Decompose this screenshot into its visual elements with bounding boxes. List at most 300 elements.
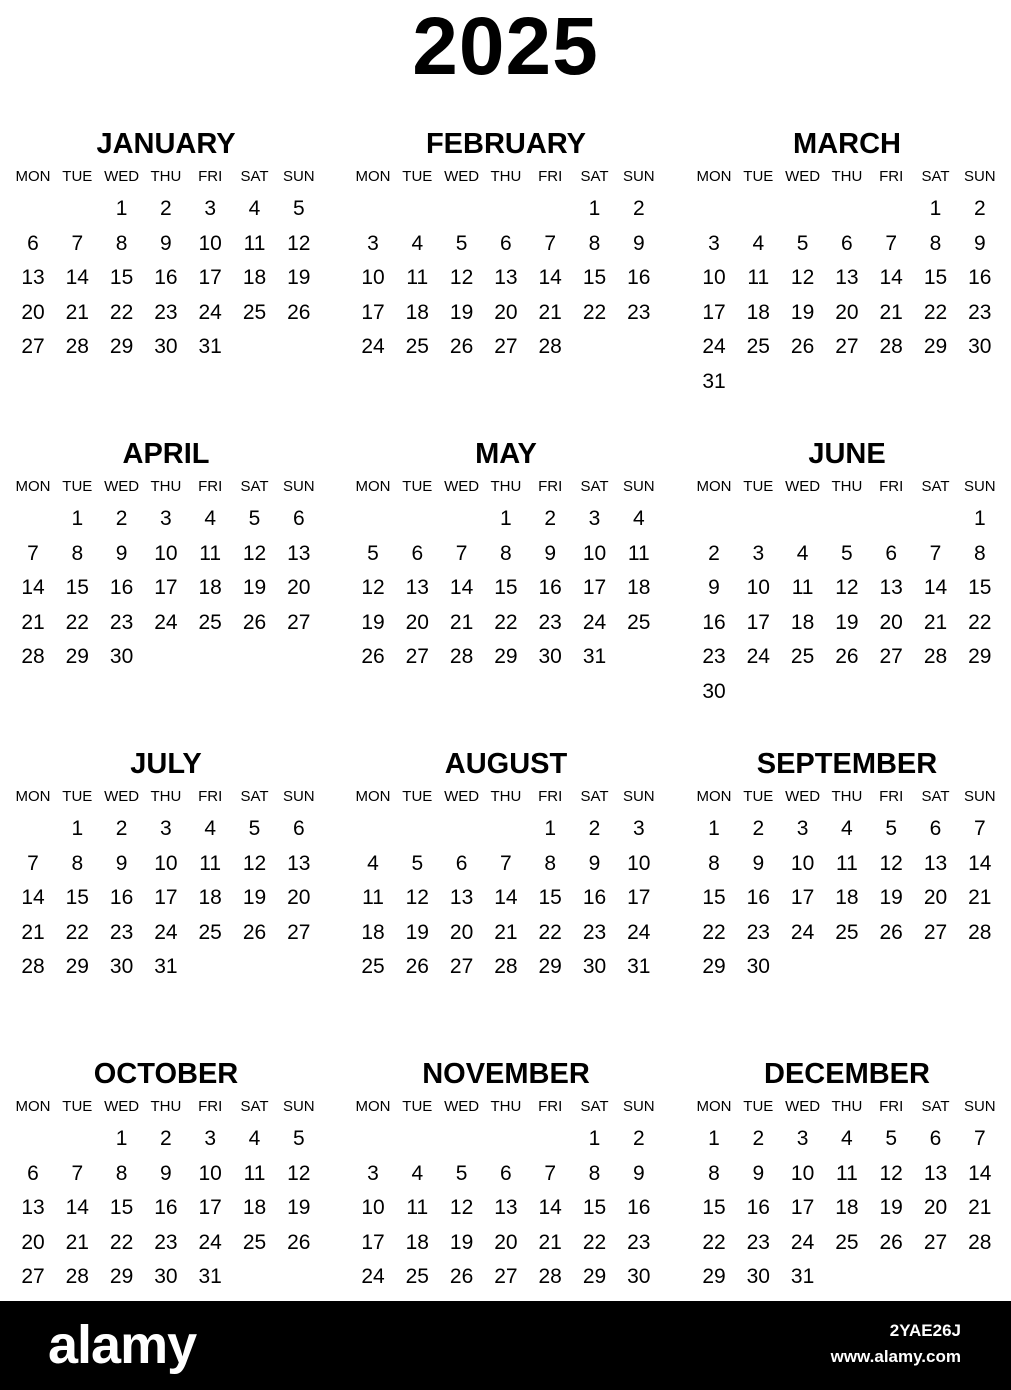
day-cell: 27: [287, 610, 311, 634]
day-cell: 13: [287, 541, 311, 565]
day-cell: 5: [885, 1127, 898, 1150]
month-name: JULY: [130, 748, 202, 780]
day-cell: 20: [21, 300, 45, 324]
day-cell: 9: [115, 541, 128, 565]
day-cell: 7: [929, 541, 942, 565]
day-cell: 17: [154, 576, 178, 599]
day-cell: 28: [21, 645, 45, 668]
day-cell: 10: [154, 851, 178, 875]
day-cell: 14: [538, 266, 562, 289]
day-cell: 24: [198, 300, 222, 324]
day-cell: 14: [923, 576, 948, 599]
day-cell: 14: [21, 576, 45, 599]
weekday-label: MON: [696, 478, 732, 495]
day-cell: 13: [879, 576, 903, 599]
day-cell: 26: [242, 610, 267, 634]
day-cell: 16: [582, 886, 607, 909]
weekday-label: THU: [150, 788, 182, 805]
day-cell: 22: [65, 920, 89, 944]
day-cell: 12: [879, 1161, 903, 1185]
day-cell: 24: [702, 335, 726, 358]
day-cell: 20: [21, 1230, 45, 1254]
day-cell: 28: [538, 335, 562, 358]
day-cell: 28: [65, 335, 89, 358]
day-cell: 14: [494, 886, 518, 909]
day-cell: 4: [248, 197, 261, 220]
weekday-label: SAT: [921, 1098, 950, 1115]
day-cell: 25: [835, 1230, 859, 1254]
day-cell: 6: [292, 817, 305, 840]
day-cell: 21: [538, 300, 562, 324]
day-cell: 19: [405, 920, 429, 944]
day-cell: 17: [361, 1230, 385, 1254]
day-cell: 25: [198, 610, 222, 634]
day-cell: 4: [841, 1127, 853, 1150]
weekday-label: THU: [490, 168, 522, 185]
weekday-label: SAT: [240, 478, 269, 495]
day-cell: 25: [627, 610, 651, 634]
day-cell: 9: [632, 1161, 645, 1185]
weekday-label: THU: [831, 478, 863, 495]
weekday-label: SAT: [921, 478, 950, 495]
day-cell: 15: [968, 576, 992, 599]
day-cell: 16: [154, 1196, 178, 1219]
day-cell: 20: [405, 610, 429, 634]
day-cell: 26: [287, 1230, 311, 1254]
day-cell: 6: [885, 541, 898, 565]
day-cell: 10: [746, 576, 770, 599]
day-cell: 19: [790, 300, 815, 324]
day-cell: 22: [702, 1230, 726, 1254]
day-cell: 14: [879, 266, 903, 289]
day-cell: 21: [65, 1230, 89, 1254]
day-cell: 3: [204, 197, 217, 220]
day-cell: 14: [968, 1161, 992, 1185]
weekday-label: MON: [15, 168, 51, 185]
day-cell: 1: [115, 1127, 128, 1150]
day-cell: 29: [582, 1265, 607, 1288]
day-cell: 7: [973, 817, 986, 840]
day-cell: 19: [879, 1196, 903, 1219]
day-cell: 16: [154, 266, 178, 289]
day-cell: 30: [538, 645, 562, 668]
day-cell: 31: [627, 955, 651, 978]
month-name: MAY: [475, 438, 537, 470]
weekday-label: SUN: [282, 1098, 315, 1115]
day-cell: 15: [702, 886, 726, 909]
day-cell: 7: [973, 1127, 986, 1150]
weekday-label: WED: [444, 1098, 480, 1115]
weekday-label: MON: [355, 1098, 391, 1115]
day-cell: 17: [746, 610, 770, 634]
day-cell: 29: [65, 955, 89, 978]
day-cell: 14: [538, 1196, 562, 1219]
day-cell: 6: [411, 541, 424, 565]
day-cell: 6: [929, 1127, 942, 1150]
day-cell: 15: [65, 576, 89, 599]
day-cell: 2: [544, 507, 557, 530]
day-cell: 22: [109, 300, 134, 324]
day-cell: 10: [361, 1196, 385, 1219]
weekday-label: SUN: [963, 1098, 996, 1115]
day-cell: 18: [361, 920, 385, 944]
day-cell: 10: [627, 851, 651, 875]
day-cell: 7: [71, 231, 84, 255]
weekday-label: SAT: [580, 1098, 609, 1115]
day-cell: 12: [449, 266, 474, 289]
day-cell: 24: [627, 920, 651, 944]
weekday-label: WED: [444, 788, 480, 805]
day-cell: 21: [923, 610, 948, 634]
day-cell: 13: [923, 851, 948, 875]
day-cell: 21: [879, 300, 903, 324]
day-cell: 23: [538, 610, 562, 634]
day-cell: 4: [632, 507, 645, 530]
weekday-label: WED: [104, 788, 140, 805]
day-cell: 11: [627, 541, 650, 565]
day-cell: 25: [835, 920, 859, 944]
day-cell: 1: [588, 197, 601, 220]
day-cell: 26: [287, 300, 311, 324]
day-cell: 18: [198, 576, 222, 599]
weekday-label: SAT: [580, 478, 609, 495]
day-cell: 1: [71, 817, 84, 840]
day-cell: 17: [790, 886, 815, 909]
day-cell: 20: [287, 576, 311, 599]
day-cell: 4: [841, 817, 853, 840]
day-cell: 9: [160, 231, 172, 255]
day-cell: 16: [627, 266, 651, 289]
month-name: JUNE: [808, 438, 886, 470]
day-cell: 26: [835, 645, 859, 668]
day-cell: 23: [746, 1230, 770, 1254]
day-cell: 5: [841, 541, 853, 565]
weekday-label: MON: [696, 788, 732, 805]
weekday-label: FRI: [538, 788, 563, 805]
day-cell: 15: [65, 886, 89, 909]
weekday-label: THU: [831, 1098, 863, 1115]
day-cell: 18: [405, 300, 429, 324]
day-cell: 18: [746, 300, 770, 324]
day-cell: 12: [287, 1161, 311, 1185]
day-cell: 19: [449, 300, 474, 324]
day-cell: 21: [449, 610, 474, 634]
day-cell: 3: [752, 541, 765, 565]
day-cell: 2: [632, 197, 645, 220]
day-cell: 12: [405, 886, 429, 909]
day-cell: 25: [242, 300, 267, 324]
day-cell: 21: [968, 886, 992, 909]
weekday-label: TUE: [743, 788, 774, 805]
day-cell: 3: [796, 1127, 809, 1150]
month-name: NOVEMBER: [422, 1058, 590, 1090]
day-cell: 19: [879, 886, 903, 909]
day-cell: 4: [411, 1161, 424, 1185]
weekday-label: MON: [696, 168, 732, 185]
day-cell: 21: [65, 300, 89, 324]
day-cell: 26: [879, 920, 903, 944]
day-cell: 5: [885, 817, 898, 840]
day-cell: 30: [582, 955, 607, 978]
day-cell: 24: [361, 335, 385, 358]
day-cell: 8: [115, 231, 128, 255]
day-cell: 13: [449, 886, 474, 909]
day-cell: 11: [199, 541, 222, 565]
day-cell: 7: [27, 851, 39, 875]
day-cell: 4: [204, 817, 217, 840]
weekday-label: FRI: [538, 1098, 563, 1115]
day-cell: 9: [752, 851, 765, 875]
weekday-label: MON: [355, 168, 391, 185]
day-cell: 21: [21, 920, 45, 944]
weekday-label: TUE: [62, 478, 93, 495]
day-cell: 30: [746, 955, 770, 978]
day-cell: 29: [923, 335, 948, 358]
day-cell: 18: [835, 1196, 859, 1219]
day-cell: 6: [27, 231, 39, 255]
weekday-label: SAT: [921, 788, 950, 805]
month-name: JANUARY: [96, 128, 236, 160]
day-cell: 30: [968, 335, 992, 358]
day-cell: 24: [790, 920, 815, 944]
day-cell: 29: [109, 1265, 134, 1288]
month-name: FEBRUARY: [425, 128, 587, 160]
day-cell: 25: [405, 335, 429, 358]
day-cell: 20: [923, 1196, 948, 1219]
day-cell: 15: [702, 1196, 726, 1219]
day-cell: 30: [154, 335, 178, 358]
day-cell: 11: [362, 886, 384, 909]
day-cell: 28: [968, 920, 992, 944]
day-cell: 24: [746, 645, 770, 668]
day-cell: 9: [115, 851, 128, 875]
day-cell: 8: [544, 851, 557, 875]
day-cell: 22: [538, 920, 562, 944]
day-cell: 17: [702, 300, 726, 324]
day-cell: 4: [752, 231, 765, 255]
weekday-label: TUE: [402, 788, 433, 805]
day-cell: 8: [588, 231, 601, 255]
day-cell: 2: [115, 817, 128, 840]
day-cell: 23: [109, 920, 134, 944]
day-cell: 19: [835, 610, 859, 634]
day-cell: 4: [411, 231, 424, 255]
day-cell: 9: [973, 231, 986, 255]
weekday-label: THU: [831, 168, 863, 185]
weekday-label: WED: [785, 788, 821, 805]
weekday-label: WED: [104, 478, 140, 495]
weekday-label: WED: [785, 478, 821, 495]
day-cell: 9: [160, 1161, 172, 1185]
day-cell: 24: [790, 1230, 815, 1254]
watermark-footer: [0, 1301, 1011, 1390]
day-cell: 8: [588, 1161, 601, 1185]
day-cell: 28: [538, 1265, 562, 1288]
weekday-label: SUN: [622, 478, 655, 495]
day-cell: 4: [367, 851, 379, 875]
day-cell: 29: [702, 1265, 726, 1288]
day-cell: 1: [708, 817, 720, 840]
day-cell: 5: [292, 197, 305, 220]
day-cell: 17: [582, 576, 607, 599]
weekday-label: SUN: [282, 788, 315, 805]
weekday-label: MON: [15, 1098, 51, 1115]
day-cell: 10: [790, 1161, 815, 1185]
day-cell: 9: [632, 231, 645, 255]
day-cell: 14: [968, 851, 992, 875]
weekday-label: SAT: [580, 788, 609, 805]
day-cell: 23: [746, 920, 770, 944]
day-cell: 28: [65, 1265, 89, 1288]
day-cell: 29: [538, 955, 562, 978]
weekday-label: MON: [15, 478, 51, 495]
day-cell: 22: [968, 610, 992, 634]
month-name: OCTOBER: [93, 1058, 239, 1090]
weekday-label: THU: [490, 1098, 522, 1115]
weekday-label: SAT: [240, 1098, 269, 1115]
day-cell: 2: [160, 1127, 172, 1150]
weekday-label: FRI: [198, 1098, 223, 1115]
day-cell: 30: [746, 1265, 770, 1288]
day-cell: 12: [242, 851, 267, 875]
day-cell: 10: [154, 541, 178, 565]
day-cell: 3: [632, 817, 645, 840]
day-cell: 10: [790, 851, 815, 875]
day-cell: 28: [968, 1230, 992, 1254]
weekday-label: FRI: [198, 478, 223, 495]
day-cell: 22: [923, 300, 948, 324]
day-cell: 22: [109, 1230, 134, 1254]
day-cell: 8: [71, 541, 84, 565]
day-cell: 25: [790, 645, 815, 668]
day-cell: 27: [923, 1230, 948, 1254]
day-cell: 18: [242, 1196, 267, 1219]
day-cell: 27: [879, 645, 903, 668]
day-cell: 27: [923, 920, 948, 944]
day-cell: 12: [835, 576, 859, 599]
day-cell: 16: [538, 576, 562, 599]
weekday-label: FRI: [538, 478, 563, 495]
day-cell: 15: [582, 266, 607, 289]
day-cell: 3: [367, 1161, 379, 1185]
day-cell: 16: [746, 886, 770, 909]
day-cell: 23: [109, 610, 134, 634]
day-cell: 29: [702, 955, 726, 978]
day-cell: 19: [287, 266, 311, 289]
day-cell: 13: [494, 1196, 518, 1219]
day-cell: 7: [27, 541, 39, 565]
day-cell: 12: [242, 541, 267, 565]
weekday-label: MON: [15, 788, 51, 805]
day-cell: 31: [790, 1265, 815, 1288]
day-cell: 15: [923, 266, 948, 289]
day-cell: 4: [204, 507, 217, 530]
day-cell: 31: [702, 369, 726, 393]
weekday-label: THU: [150, 1098, 182, 1115]
day-cell: 15: [538, 886, 562, 909]
day-cell: 22: [582, 300, 607, 324]
day-cell: 3: [367, 231, 379, 255]
day-cell: 8: [708, 851, 720, 875]
day-cell: 11: [199, 851, 222, 875]
day-cell: 10: [702, 266, 726, 289]
day-cell: 27: [449, 955, 474, 978]
weekday-label: THU: [831, 788, 863, 805]
day-cell: 1: [544, 817, 557, 840]
day-cell: 16: [627, 1196, 651, 1219]
month-name: AUGUST: [444, 748, 568, 780]
day-cell: 11: [406, 266, 429, 289]
weekday-label: TUE: [62, 1098, 93, 1115]
day-cell: 17: [198, 266, 222, 289]
day-cell: 11: [243, 1161, 266, 1185]
day-cell: 6: [929, 817, 942, 840]
day-cell: 15: [109, 266, 134, 289]
weekday-label: WED: [444, 478, 480, 495]
weekday-label: THU: [150, 168, 182, 185]
day-cell: 9: [708, 576, 720, 599]
day-cell: 7: [544, 231, 557, 255]
day-cell: 2: [752, 1127, 765, 1150]
day-cell: 8: [929, 231, 942, 255]
day-cell: 15: [109, 1196, 134, 1219]
day-cell: 30: [109, 955, 134, 978]
day-cell: 29: [109, 335, 134, 358]
day-cell: 26: [242, 920, 267, 944]
day-cell: 15: [494, 576, 518, 599]
weekday-label: THU: [150, 478, 182, 495]
weekday-label: WED: [104, 1098, 140, 1115]
day-cell: 26: [790, 335, 815, 358]
day-cell: 27: [287, 920, 311, 944]
day-cell: 15: [582, 1196, 607, 1219]
day-cell: 16: [968, 266, 992, 289]
day-cell: 4: [248, 1127, 261, 1150]
day-cell: 19: [242, 576, 267, 599]
day-cell: 17: [627, 886, 651, 909]
day-cell: 14: [449, 576, 474, 599]
day-cell: 7: [455, 541, 468, 565]
day-cell: 17: [790, 1196, 815, 1219]
day-cell: 21: [494, 920, 518, 944]
weekday-label: SUN: [963, 478, 996, 495]
day-cell: 16: [702, 610, 726, 634]
day-cell: 30: [702, 679, 726, 703]
weekday-label: SUN: [963, 788, 996, 805]
day-cell: 13: [287, 851, 311, 875]
day-cell: 5: [292, 1127, 305, 1150]
day-cell: 6: [500, 1161, 512, 1185]
day-cell: 28: [879, 335, 903, 358]
day-cell: 28: [21, 955, 45, 978]
month-name: DECEMBER: [764, 1058, 930, 1090]
day-cell: 28: [449, 645, 474, 668]
day-cell: 2: [632, 1127, 645, 1150]
day-cell: 26: [361, 645, 385, 668]
weekday-label: TUE: [743, 168, 774, 185]
weekday-label: TUE: [743, 1098, 774, 1115]
weekday-label: WED: [104, 168, 140, 185]
day-cell: 30: [109, 645, 134, 668]
day-cell: 22: [582, 1230, 607, 1254]
day-cell: 6: [841, 231, 853, 255]
day-cell: 23: [627, 300, 651, 324]
day-cell: 20: [494, 300, 518, 324]
day-cell: 8: [115, 1161, 128, 1185]
day-cell: 9: [544, 541, 557, 565]
day-cell: 20: [449, 920, 474, 944]
day-cell: 16: [109, 576, 134, 599]
